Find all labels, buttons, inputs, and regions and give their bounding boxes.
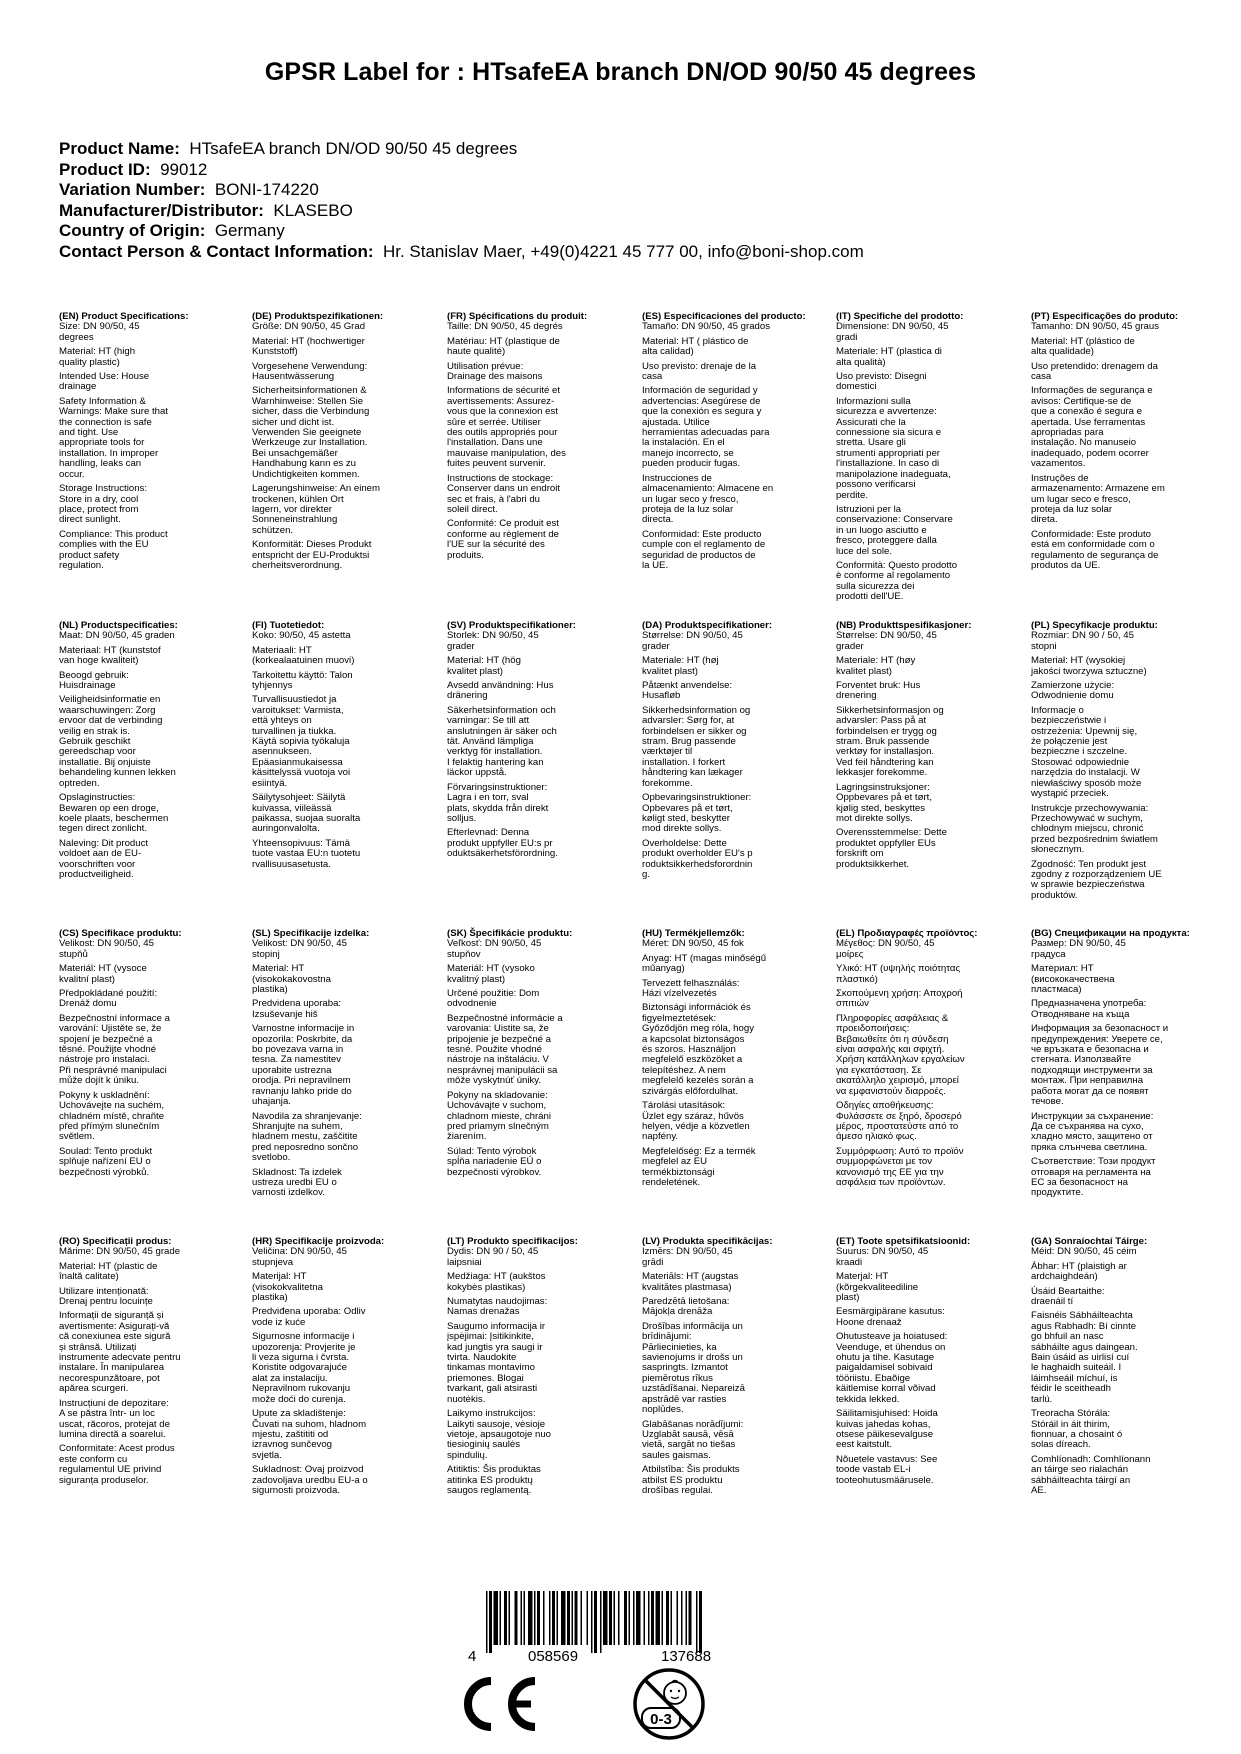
spec-paragraph: Istruzioni per la conservazione: Conservare in un luogo asciutto e fresco, proteggere dalla luce del sole. (836, 503, 953, 557)
spec-paragraph: Conformidad: Este producto cumple con el reglamento de seguridad de productos de la UE. (642, 528, 766, 571)
barcode-bar (528, 1591, 533, 1645)
product-info-row (59, 242, 864, 263)
product-info (59, 139, 864, 262)
spec-paragraph: Eesmärgipärane kasutus: Hoone drenaaž (836, 1306, 945, 1328)
spec-column (59, 621, 227, 884)
barcode-bar (572, 1591, 574, 1645)
barcode-bar (500, 1591, 502, 1645)
spec-paragraph: Predvidena uporaba: Izsuševanje hiš (252, 998, 342, 1020)
spec-paragraph: Pokyny k uskladnění: Uchovávejte na suchém, chladném místě, chraňte před přímým slunečním světlem. (59, 1089, 165, 1143)
spec-paragraph: Avsedd användning: Hus dränering (447, 680, 554, 702)
spec-paragraph: Atitiktis: Šis produktas atitinka ES produktų saugos reglamentą. (447, 1464, 541, 1496)
spec-heading: (NB) Produkttspesifikasjoner: (836, 620, 972, 631)
spec-column (59, 1237, 227, 1490)
barcode-bar (677, 1591, 679, 1645)
barcode-bar (648, 1591, 650, 1645)
spec-paragraph: Biztonsági információk és figyelmeztetések: Győződjön meg róla, hogy a kapcsolat biztonságos és szoros. Használjon megfelelő eszközöket a telepítéshez. A nem megfelelő kezelés során a szivárgás előfordulhat. (642, 1002, 754, 1097)
spec-paragraph: Instrucțiuni de depozitare: A se păstra într- un loc uscat, răcoros, protejat de lumina directă a soarelui. (59, 1397, 170, 1440)
spec-paragraph: Säkerhetsinformation och varningar: Se till att anslutningen är säker och tät. Använd lämpliga verktyg för installation. I felaktig hantering kan läckor uppstå. (447, 704, 557, 779)
spec-paragraph: Informations de sécurité et avertissements: Assurez- vous que la connexion est sûre et serrée. Utiliser des outils appropriés pour l'installation. Dans une mauvaise manipulation, des fuites peuvent survenir. (447, 385, 566, 470)
spec-paragraph: Size: DN 90/50, 45 degrees (59, 321, 140, 343)
age-range-label: 0-3 (650, 1711, 672, 1728)
barcode-bar (629, 1591, 631, 1645)
barcode-bar (644, 1591, 646, 1645)
spec-heading: (NL) Productspecificaties: (59, 620, 178, 631)
spec-paragraph: Материал: HT (висококачествена пластмаса) (1031, 963, 1115, 996)
barcode-bar (515, 1591, 518, 1645)
spec-heading: (SK) Špecifikácie produktu: (447, 928, 573, 939)
spec-paragraph: Ábhar: HT (plaistigh ar ardchaighdeán) (1031, 1260, 1127, 1283)
spec-paragraph: Yhteensopivuus: Tämä tuote vastaa EU:n tuotetu rvallisuusasetusta. (252, 837, 361, 870)
spec-column (1031, 929, 1199, 1203)
barcode-bar (600, 1591, 602, 1653)
spec-paragraph: Conformité: Ce produit est conforme au règlement de l'UE sur la sécurité des produits. (447, 518, 559, 561)
spec-paragraph: Storlek: DN 90/50, 45 grader (447, 630, 539, 652)
spec-paragraph: Størrelse: DN 90/50, 45 grader (642, 630, 743, 652)
spec-paragraph: Naleving: Dit product voldoet aan de EU- voorschriften voor productveiligheid. (59, 837, 149, 880)
spec-paragraph: Påtænkt anvendelse: Husafløb (642, 680, 733, 702)
product-info-label: Product ID: (59, 159, 151, 179)
spec-paragraph: Glabāšanas norādījumi: Uzglabāt sausā, vēsā vietā, sargāt no tiešas saules gaismas. (642, 1418, 744, 1461)
spec-paragraph: Treoracha Stórála: Stóráil in áit thirim, fionnuar, a chosaint ó solas díreach. (1031, 1408, 1123, 1451)
spec-paragraph: Matériau: HT (plastique de haute qualité) (447, 335, 560, 358)
spec-paragraph: Koko: 90/50, 45 astetta (252, 630, 351, 642)
barcode-bar (524, 1591, 526, 1645)
spec-paragraph: Overensstemmelse: Dette produktet oppfyller EUs forskrift om produktsikkerhet. (836, 827, 947, 870)
spec-paragraph: Υλικό: HT (υψηλής ποιότητας πλαστικό) (836, 963, 961, 985)
barcode-bars (486, 1591, 702, 1653)
barcode-digits-left: 4 (468, 1648, 477, 1663)
spec-column (252, 621, 420, 874)
spec-paragraph: Lagerungshinweise: An einem trockenen, kühlen Ort lagern, vor direkter Sonneneinstrahlung schützen. (252, 483, 381, 536)
product-info-row (59, 180, 864, 201)
spec-paragraph: Suurus: DN 90/50, 45 kraadi (836, 1246, 929, 1268)
spec-paragraph: Utilizare intenționată: Drenaj pentru locuințe (59, 1285, 153, 1308)
spec-paragraph: Materiaali: HT (korkealaatuinen muovi) (252, 644, 355, 667)
spec-paragraph: Předpokládané použití: Drenáž domu (59, 988, 158, 1010)
spec-column (252, 929, 420, 1203)
spec-heading: (EN) Product Specifications: (59, 311, 189, 322)
spec-heading: (HR) Specifikacije proizvoda: (252, 1236, 385, 1247)
spec-heading: (FR) Spécifications du produit: (447, 311, 588, 322)
spec-paragraph: Συμμόρφωση: Αυτό το προϊόν συμμορφώνεται με τον κανονισμό της ΕΕ για την ασφάλεια των προϊόντων. (836, 1145, 964, 1188)
spec-paragraph: Sicherheitsinformationen & Warnhinweise: Stellen Sie sicher, dass die Verbindung sicher und dicht ist. Verwenden Sie geeignete Werkzeuge zur Installation. Bei unsachgemäßer Handhabung kann es zu Undichtigkeiten kommen. (252, 385, 370, 480)
spec-paragraph: Material: HT (hochwertiger Kunststoff) (252, 335, 365, 358)
spec-paragraph: Velikost: DN 90/50, 45 stupňů (59, 938, 154, 960)
spec-paragraph: Μέγεθος: DN 90/50, 45 μοίρες (836, 938, 935, 960)
spec-heading: (ET) Toote spetsifikatsioonid: (836, 1236, 971, 1247)
spec-paragraph: Taille: DN 90/50, 45 degrés (447, 321, 563, 333)
spec-paragraph: Informacje o bezpieczeństwie i ostrzeżenia: Upewnij się, że połączenie jest bezpieczne i szczelne. Stosować odpowiednie narzędzia do instalacji. W niewłaściwy sposób może wystąpić przeciek. (1031, 704, 1142, 800)
spec-paragraph: Numatytas naudojimas: Namas drenažas (447, 1296, 548, 1318)
barcode-bar (594, 1591, 597, 1653)
spec-paragraph: Tárolási utasítások: Üzlet egy száraz, hűvös helyen, védje a közvetlen napfény. (642, 1100, 750, 1143)
spec-heading: (BG) Спецификации на продукта: (1031, 928, 1190, 939)
spec-paragraph: Bezpečnostné informácie a varovania: Uistite sa, že pripojenie je bezpečné a tesné. Použite vhodné nástroje na inštaláciu. V nesprávnej manipulácii sa môže vyskytnúť úniky. (447, 1012, 563, 1087)
spec-paragraph: Material: HT (visokokakovostna plastika) (252, 963, 331, 996)
spec-paragraph: Material: HT (high quality plastic) (59, 346, 136, 368)
spec-paragraph: Efterlevnad: Denna produkt uppfyller EU:s pr oduktsäkerhetsförordning. (447, 827, 558, 860)
spec-paragraph: Laikymo instrukcijos: Laikyti sausoje, vėsioje vietoje, apsaugotoje nuo tiesioginių saulės spindulių. (447, 1408, 552, 1461)
spec-column (642, 312, 810, 575)
spec-paragraph: Compliance: This product complies with the EU product safety regulation. (59, 528, 168, 571)
spec-paragraph: Turvallisuustiedot ja varoitukset: Varmista, että yhteys on turvallinen ja tiukka. Käytä sopivia työkaluja asennukseen. Epäasianmukaisessa käsittelyssä vuotoja voi esiintyä. (252, 694, 351, 789)
spec-column (59, 929, 227, 1182)
barcode (468, 1591, 753, 1663)
spec-paragraph: Dydis: DN 90 / 50, 45 laipsniai (447, 1246, 539, 1268)
spec-heading: (SL) Specifikacije izdelka: (252, 928, 370, 939)
spec-paragraph: Dimensione: DN 90/50, 45 gradi (836, 321, 949, 343)
ce-mark-icon (455, 1676, 541, 1732)
spec-paragraph: Predviđena uporaba: Odliv vode iz kuće (252, 1306, 366, 1328)
spec-paragraph: Materiāls: HT (augstas kvalitātes plastmasa) (642, 1271, 739, 1293)
spec-paragraph: Storage Instructions: Store in a dry, cool place, protect from direct sunlight. (59, 483, 147, 526)
spec-paragraph: Material: HT ( plástico de alta calidad) (642, 335, 749, 358)
spec-paragraph: Veľkosť: DN 90/50, 45 stupňov (447, 938, 542, 960)
spec-heading: (EL) Προδιαγραφές προϊόντος: (836, 928, 978, 939)
spec-paragraph: Zgodność: Ten produkt jest zgodny z rozporządzeniem UE w sprawie bezpieczeństwa produktów. (1031, 858, 1162, 901)
barcode-bar (636, 1591, 641, 1645)
barcode-bar (618, 1591, 620, 1645)
spec-paragraph: Soulad: Tento produkt splňuje nařízení EU o bezpečnosti výrobků. (59, 1145, 153, 1178)
spec-column (836, 621, 1004, 874)
barcode-bar (521, 1591, 523, 1645)
product-info-row (59, 201, 864, 222)
spec-paragraph: Información de seguridad y advertencias: Asegúrese de que la conexión es segura y ajustada. Utilice herramientas adecuadas para la instalación. En el manejo incorrecto, se pueden producir fugas. (642, 385, 770, 470)
spec-heading: (GA) Sonraíochtaí Táirge: (1031, 1236, 1148, 1247)
barcode-bar (486, 1591, 488, 1653)
spec-paragraph: Material: HT (plastic de înaltă calitate) (59, 1260, 158, 1283)
spec-paragraph: Vorgesehene Verwendung: Hausentwässerung (252, 360, 368, 383)
barcode-bar (575, 1591, 578, 1645)
spec-column (642, 929, 810, 1192)
spec-paragraph: Tamaño: DN 90/50, 45 grados (642, 321, 770, 333)
spec-paragraph: Информация за безопасност и предупреждения: Уверете се, че връзката е безопасна и стегната. Използвайте подходящи инструменти за монтаж. При неправилна работа могат да се появят течове. (1031, 1023, 1169, 1108)
product-info-value: 99012 (160, 159, 208, 179)
spec-paragraph: Sigurnosne informacije i upozorenja: Provjerite je li veza sigurna i čvrsta. Koristite odgovarajuće alat za instalaciju. Nepravilnom rukovanju može doći do curenja. (252, 1331, 356, 1405)
spec-paragraph: Предназначена употреба: Отводняване на къща (1031, 998, 1147, 1020)
spec-column (1031, 621, 1199, 905)
product-info-value: Germany (214, 221, 285, 240)
spec-paragraph: Conformitate: Acest produs este conform cu regulamentul UE privind siguranța produselor. (59, 1443, 175, 1486)
spec-paragraph: Faisnéis Sábháilteachta agus Rabhadh: Bí cinnte go bhfuil an nasc sábháilte agus daingean. Bain úsáid as uirlisí cuí le haghaidh suiteáil. I láimhseáil míchuí, is féidir le sceitheadh tarlú. (1031, 1310, 1138, 1405)
spec-paragraph: Zamierzone użycie: Odwodnienie domu (1031, 680, 1115, 702)
spec-paragraph: Съответствие: Този продукт отговаря на регламента на ЕС за безопасност на продуктите. (1031, 1156, 1156, 1199)
spec-paragraph: Izmērs: DN 90/50, 45 grādi (642, 1246, 733, 1268)
barcode-bar (509, 1591, 511, 1645)
spec-paragraph: Méid: DN 90/50, 45 céim (1031, 1246, 1137, 1258)
spec-paragraph: Material: HT (plástico de alta qualidade) (1031, 335, 1135, 358)
spec-paragraph: Uso pretendido: drenagem da casa (1031, 360, 1158, 383)
spec-column (836, 1237, 1004, 1490)
barcode-bar (624, 1591, 627, 1645)
spec-heading: (SV) Produktspecifikationer: (447, 620, 577, 631)
spec-paragraph: Určené použitie: Dom odvodnenie (447, 988, 540, 1010)
spec-paragraph: Sikkerhetsinformasjon og advarsler: Pass på at forbindelsen er trygg og stram. Bruk passende verktøy for installasjon. Ved feil håndtering kan lekkasjer forekomme. (836, 704, 944, 779)
spec-paragraph: Opslaginstructies: Bewaren op een droge, koele plaats, beschermen tegen direct zonlicht. (59, 792, 169, 835)
spec-paragraph: Säilytysohjeet: Säilytä kuivassa, viileässä paikassa, suojaa suoralta auringonvalolta. (252, 792, 361, 835)
spec-heading: (ES) Especificaciones del producto: (642, 311, 806, 322)
barcode-bar (662, 1591, 664, 1645)
barcode-bar (681, 1591, 683, 1645)
spec-paragraph: Materiaal: HT (kunststof van hoge kwaliteit) (59, 644, 161, 667)
spec-column (836, 312, 1004, 607)
spec-paragraph: Uso previsto: Disegni domestici (836, 371, 927, 393)
barcode-bar (603, 1591, 608, 1645)
spec-paragraph: Utilisation prévue: Drainage des maisons (447, 360, 543, 383)
spec-paragraph: Materiale: HT (høj kvalitet plast) (642, 655, 719, 677)
spec-paragraph: Overholdelse: Dette produkt overholder EU's p roduktsikkerhedsforordnin g. (642, 837, 753, 880)
spec-heading: (LT) Produkto specifikacijos: (447, 1236, 578, 1247)
product-info-value: KLASEBO (273, 200, 353, 220)
spec-paragraph: Πληροφορίες ασφάλειας & προειδοποιήσεις: Βεβαιωθείτε ότι η σύνδεση είναι ασφαλής και σφιχτή. Χρήση κατάλληλων εργαλείων για εγκατάσταση. Σε ακατάλληλο χειρισμό, μπορεί να εμφανιστούν διαρροές. (836, 1012, 965, 1097)
spec-paragraph: Konformität: Dieses Produkt entspricht der EU-Produktsi cherheitsverordnung. (252, 539, 372, 571)
spec-paragraph: Οδηγίες αποθήκευσης: Φυλάσσετε σε ξηρό, δροσερό μέρος, προστατεύστε από το άμεσο ηλιακό φως. (836, 1100, 962, 1143)
spec-paragraph: Materiale: HT (plastica di alta qualità) (836, 346, 942, 368)
spec-paragraph: Maat: DN 90/50, 45 graden (59, 630, 175, 642)
spec-paragraph: Instrucciones de almacenamiento: Almacene en un lugar seco y fresco, proteja de la luz solar directa. (642, 472, 774, 526)
spec-heading: (CS) Specifikace produktu: (59, 928, 182, 939)
barcode-bar (671, 1591, 673, 1645)
spec-column (447, 929, 615, 1182)
spec-paragraph: Säilitamisjuhised: Hoida kuivas jahedas kohas, otsese päikesevalguse eest kaitstult. (836, 1408, 938, 1451)
spec-paragraph: Bezpečnostní informace a varování: Ujistěte se, že spojení je bezpečné a těsné. Použijte vhodné nástroje pro instalaci. Při nesprávné manipulaci může dojít k úniku. (59, 1012, 170, 1087)
spec-paragraph: Saugumo informacija ir įspėjimai: Įsitikinkite, kad jungtis yra saugi ir tvirta. Naudokite tinkamas montavimo priemones. Blogai tvarkant, gali atsirasti nuotėkis. (447, 1320, 546, 1405)
spec-paragraph: Instructions de stockage: Conserver dans un endroit sec et frais, à l'abri du soleil direct. (447, 472, 561, 515)
spec-paragraph: Størrelse: DN 90/50, 45 grader (836, 630, 937, 652)
spec-column (1031, 312, 1199, 575)
spec-paragraph: Medžiaga: HT (aukštos kokybės plastikas) (447, 1271, 546, 1293)
spec-paragraph: Förvaringsinstruktioner: Lagra i en torr, sval plats, skydda från direkt solljus. (447, 781, 549, 824)
product-info-row (59, 221, 864, 242)
barcode-bar (689, 1591, 692, 1645)
spec-heading: (LV) Produkta specifikācijas: (642, 1236, 773, 1247)
spec-paragraph: Méret: DN 90/50, 45 fok (642, 938, 744, 950)
spec-column (1031, 1237, 1199, 1500)
spec-paragraph: Sikkerhedsinformation og advarsler: Sørg for, at forbindelsen er sikker og stram. Brug passende værktøjer til installation. I forkert håndtering kan lækager forekomme. (642, 704, 751, 789)
spec-column (252, 312, 420, 575)
spec-paragraph: Uso previsto: drenaje de la casa (642, 360, 757, 383)
product-info-label: Contact Person & Contact Information: (59, 241, 374, 261)
spec-paragraph: Comhlíonadh: Comhlíonann an táirge seo rialachán sábháilteachta táirgí an AE. (1031, 1453, 1151, 1496)
spec-heading: (HU) Termékjellemzők: (642, 928, 745, 939)
spec-paragraph: Conformità: Questo prodotto è conforme al regolamento sulla sicurezza dei prodotti dell'UE. (836, 559, 958, 603)
product-info-value: BONI-174220 (214, 180, 319, 199)
product-info-label: Manufacturer/Distributor: (59, 200, 264, 220)
spec-paragraph: Upute za skladištenje: Čuvati na suhom, hladnom mjestu, zaštititi od izravnog sunčevog svjetla. (252, 1408, 367, 1461)
spec-paragraph: Pokyny na skladovanie: Uchovávajte v suchom, chladnom mieste, chráni pred priamym slnečným žiarením. (447, 1089, 551, 1143)
spec-paragraph: Materiale: HT (høy kvalitet plast) (836, 655, 916, 677)
spec-paragraph: Materjal: HT (kõrgekvaliteediline plast) (836, 1271, 919, 1304)
barcode-bar (591, 1591, 593, 1653)
product-info-label: Product Name: (59, 139, 180, 158)
spec-paragraph: Tervezett felhasználás: Házi vízelvezetés (642, 977, 740, 1000)
spec-heading: (IT) Specifiche del prodotto: (836, 311, 964, 322)
spec-paragraph: Megfelelőség: Ez a termék megfelel az EU termékbiztonsági rendeletének. (642, 1145, 756, 1188)
spec-paragraph: Instrukcje przechowywania: Przechowywać w suchym, chłodnym miejscu, chronić przed bezpośrednim światłem słonecznym. (1031, 802, 1158, 856)
barcode-bar (587, 1591, 589, 1645)
product-info-label: Variation Number: (59, 180, 206, 199)
spec-paragraph: Materijal: HT (visokokvalitetna plastika) (252, 1271, 323, 1304)
spec-paragraph: Intended Use: House drainage (59, 371, 150, 393)
spec-paragraph: Materiál: HT (vysoko kvalitný plast) (447, 963, 535, 985)
barcode-bar (543, 1591, 545, 1645)
spec-paragraph: Rozmiar: DN 90 / 50, 45 stopni (1031, 630, 1134, 652)
spec-paragraph: Velikost: DN 90/50, 45 stopinj (252, 938, 347, 960)
spec-paragraph: Tarkoitettu käyttö: Talon tyhjennys (252, 669, 353, 692)
spec-heading: (DA) Produktspecifikationer: (642, 620, 773, 631)
spec-paragraph: Drošības informācija un brīdinājumi: Pārliecinieties, ka savienojums ir drošs un saspringts. Izmantot piemērotus rīkus uzstādīšanai. Nepareizā apstrādē var rasties noplūdes. (642, 1320, 745, 1416)
barcode-bar (581, 1591, 583, 1645)
spec-column (836, 929, 1004, 1192)
spec-column (642, 1237, 810, 1500)
spec-paragraph: Forventet bruk: Hus drenering (836, 680, 921, 702)
spec-paragraph: Σκοπούμενη χρήση: Αποχροή σπιτιών (836, 988, 963, 1010)
spec-paragraph: Informações de segurança e avisos: Certifique-se de que a conexão é segura e apertada. Use ferramentas apropriadas para instalação. No manuseio inadequado, podem ocorrer vazamentos. (1031, 385, 1153, 470)
barcode-bar (699, 1591, 702, 1653)
barcode-bar (489, 1591, 492, 1653)
spec-paragraph: Skladnost: Ta izdelek ustreza uredbi EU o varnosti izdelkov. (252, 1166, 342, 1199)
barcode-bar (537, 1591, 540, 1645)
spec-column (642, 621, 810, 884)
spec-column (59, 312, 227, 575)
spec-paragraph: Opbevaringsinstruktioner: Opbevares på et tørt, køligt sted, beskytter mod direkte sollys. (642, 792, 752, 835)
barcode-bar (549, 1591, 551, 1645)
spec-paragraph: Safety Information & Warnings: Make sure that the connection is safe and tight. Use appropriate tools for installation. In improper handling, leaks can occur. (59, 395, 168, 480)
spec-paragraph: Veiligheidsinformatie en waarschuwingen: Zorg ervoor dat de verbinding veilig en strak is. Gebruik geschikt gereedschap voor installatie. Bij onjuiste behandeling kunnen lekken optreden. (59, 694, 176, 789)
barcode-bar (614, 1591, 616, 1645)
age-warning-icon (631, 1666, 707, 1742)
spec-heading: (DE) Produktspezifikationen: (252, 311, 384, 322)
spec-paragraph: Lagringsinstruksjoner: Oppbevares på et tørt, kjølig sted, beskyttes mot direkte sollys. (836, 781, 932, 824)
spec-paragraph: Conformidade: Este produto está em conformidade com o regulamento de segurança de produtos da UE. (1031, 528, 1159, 571)
barcode-bar (633, 1591, 635, 1645)
spec-heading: (PL) Specyfikacje produktu: (1031, 620, 1158, 631)
spec-paragraph: Beoogd gebruik: Huisdrainage (59, 669, 129, 692)
barcode-bar (656, 1591, 661, 1645)
spec-heading: (PT) Especificações do produto: (1031, 311, 1179, 322)
product-info-row (59, 160, 864, 181)
barcode-bar (552, 1591, 555, 1645)
spec-column (252, 1237, 420, 1500)
product-info-label: Country of Origin: (59, 221, 206, 240)
barcode-bar (651, 1591, 654, 1645)
spec-paragraph: Mărime: DN 90/50, 45 grade (59, 1246, 181, 1258)
spec-paragraph: Paredzētā lietošana: Mājokļa drenāža (642, 1296, 730, 1318)
spec-paragraph: Materiál: HT (vysoce kvalitní plast) (59, 963, 147, 985)
spec-paragraph: Úsáid Beartaithe: draenáil tí (1031, 1285, 1105, 1308)
spec-heading: (FI) Tuotetiedot: (252, 620, 325, 631)
spec-paragraph: Varnostne informacije in opozorila: Poskrbite, da bo povezava varna in tesna. Za namestitev uporabite ustrezna orodja. Pri nepravilnem ravnanju lahko pride do uhajanja. (252, 1023, 355, 1108)
product-info-value: HTsafeEA branch DN/OD 90/50 45 degrees (189, 139, 518, 158)
spec-paragraph: Инструкции за съхранение: Да се съхранява на сухо, хладно място, защитено от пряка слънчева светлина. (1031, 1110, 1154, 1153)
spec-paragraph: Размер: DN 90/50, 45 градуса (1031, 938, 1126, 960)
spec-column (447, 312, 615, 565)
spec-paragraph: Materiał: HT (wysokiej jakości tworzywa sztuczne) (1031, 655, 1147, 677)
barcode-bar (504, 1591, 507, 1645)
barcode-bar (666, 1591, 669, 1645)
barcode-bar (534, 1591, 536, 1645)
barcode-bar (696, 1591, 698, 1653)
spec-paragraph: Nõuetele vastavus: See toode vastab EL-i tooteohutusmäärusele. (836, 1453, 938, 1486)
spec-column (447, 1237, 615, 1500)
spec-paragraph: Informații de siguranță și avertismente: Asigurați-vă că conexiunea este sigură și strânsă. Utilizați instrumente adecvate pentru instalare. În manipularea necorespunzătoare, pot apărea scurgeri. (59, 1310, 181, 1395)
barcode-bar (609, 1591, 612, 1645)
barcode-digits-right: 137688 (661, 1648, 712, 1663)
spec-paragraph: Súlad: Tento výrobok spĺňa nariadenie EÚ o bezpečnosti výrobkov. (447, 1145, 542, 1178)
spec-paragraph: Informazioni sulla sicurezza e avvertenze: Assicurati che la connessione sia sicura e stretta. Usare gli strumenti appropriati per l'installazione. In caso di manipolazione inadeguata, possono verificarsi perdite. (836, 395, 951, 501)
spec-paragraph: Veličina: DN 90/50, 45 stupnjeva (252, 1246, 347, 1268)
barcode-bar (567, 1591, 570, 1645)
barcode-digits-middle: 058569 (528, 1648, 579, 1663)
barcode-bar (557, 1591, 559, 1645)
product-info-row (59, 139, 864, 160)
spec-paragraph: Größe: DN 90/50, 45 Grad (252, 321, 366, 333)
barcode-bar (494, 1591, 499, 1645)
spec-paragraph: Navodila za shranjevanje: Shranjujte na suhem, hladnem mestu, zaščitite pred neposredno sončno svetlobo. (252, 1110, 362, 1164)
product-info-value: Hr. Stanislav Maer, +49(0)4221 45 777 00, info@boni-shop.com (382, 241, 864, 261)
spec-paragraph: Tamanho: DN 90/50, 45 graus (1031, 321, 1159, 333)
spec-paragraph: Atbilstība: Šis produkts atbilst ES produktu drošības regulai. (642, 1464, 740, 1496)
spec-paragraph: Ohutusteave ja hoiatused: Veenduge, et ühendus on ohutu ja tihe. Kasutage paigaldamisel sobivaid tööriistu. Ebaõige käitlemise korral võivad tekkida lekked. (836, 1331, 948, 1405)
barcode-bar (686, 1591, 688, 1645)
spec-heading: (RO) Specificații produs: (59, 1236, 172, 1247)
barcode-bar (561, 1591, 566, 1645)
spec-paragraph: Anyag: HT (magas minőségű műanyag) (642, 952, 767, 975)
spec-paragraph: Instruções de armazenamento: Armazene em um lugar seco e fresco, proteja da luz solar direta. (1031, 472, 1165, 526)
spec-column (447, 621, 615, 864)
spec-paragraph: Sukladnost: Ovaj proizvod zadovoljava uredbu EU-a o sigurnosti proizvoda. (252, 1464, 368, 1496)
page-title: GPSR Label for : HTsafeEA branch DN/OD 90/50 45 degrees (264, 58, 977, 86)
spec-paragraph: Material: HT (hög kvalitet plast) (447, 655, 521, 677)
